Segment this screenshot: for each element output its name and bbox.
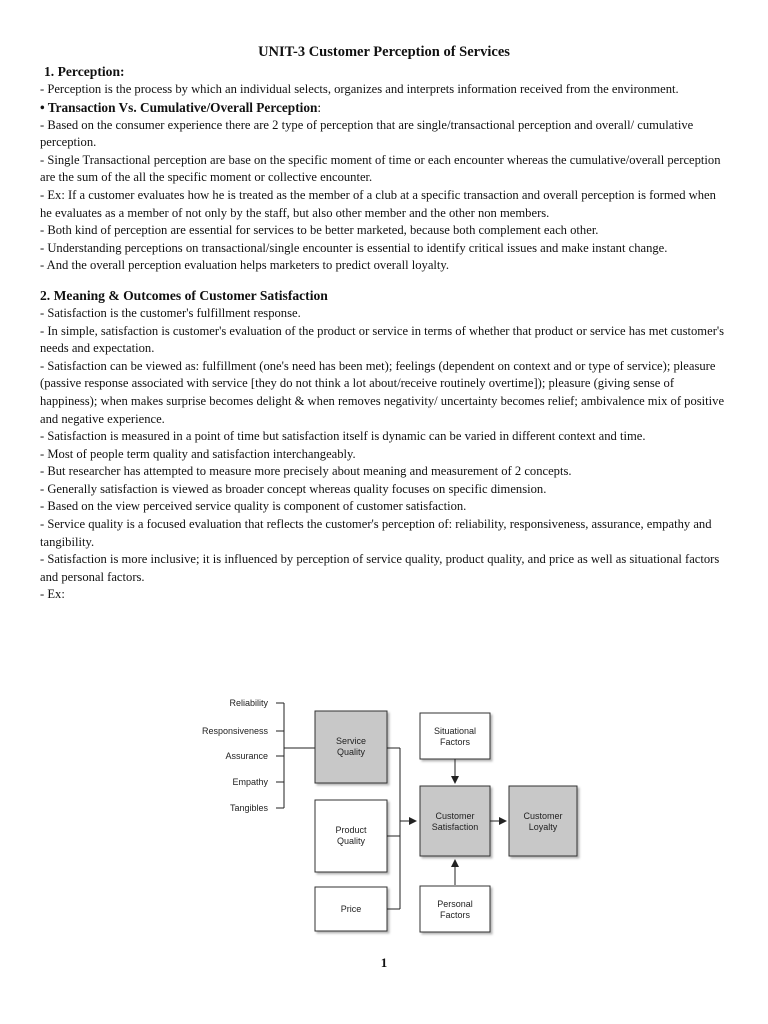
dimension-label: Tangibles <box>229 803 268 813</box>
dimension-bracket <box>276 703 315 808</box>
dimension-label: Assurance <box>225 751 268 761</box>
section1-heading: 1. Perception: <box>44 64 125 79</box>
document-body <box>40 63 730 604</box>
list-item: - Ex: <box>40 587 65 602</box>
bullet-icon: • <box>40 99 45 115</box>
list-item: - Satisfaction can be viewed as: fulfillment (one's need has been met); feelings (dependent on context and or type of service); pleasure (passive response associated with service [they do not think a lot about/receive routinely overtime]); pleasure (giving sense of happiness); when makes surprise becomes delight & when removes negativity/ uncertainty becomes relief; ambivalence mix of positive and negative experience. <box>40 358 725 426</box>
connector-lines <box>387 748 416 909</box>
situational-factors-label: Situational <box>433 726 477 736</box>
product-quality-box <box>315 800 387 872</box>
list-item: - But researcher has attempted to measure more precisely about meaning and measurement of 2 concepts. <box>40 464 572 479</box>
section1-subheading-colon: : <box>317 99 322 115</box>
list-item: - And the overall perception evaluation helps marketers to predict overall loyalty. <box>40 258 450 273</box>
situational-factors-label: Factors <box>439 737 471 747</box>
section1-subheading-row <box>40 99 730 117</box>
customer-loyalty-label: Customer <box>523 811 563 821</box>
list-item: - Service quality is a focused evaluation that reflects the customer's perception of: reliability, responsiveness, assurance, empathy and tangibility. <box>40 517 712 549</box>
list-item: - Ex: If a customer evaluates how he is treated as the member of a club at a specific transaction and overall perception is formed when he evaluates as a member of not only by the staff, but also other member and the other non members. <box>40 187 716 220</box>
price-box <box>315 887 387 931</box>
section2-heading: 2. Meaning & Outcomes of Customer Satisfaction <box>40 287 328 303</box>
list-item: - Understanding perceptions on transactional/single encounter is essential to identify critical issues and make instant change. <box>40 240 668 255</box>
list-item: - Generally satisfaction is viewed as broader concept whereas quality focuses on specific dimension. <box>40 481 547 496</box>
page-number: 1 <box>380 955 388 970</box>
section1-intro: - Perception is the process by which an individual selects, organizes and interprets information received from the environment. <box>40 82 679 96</box>
list-item: - Satisfaction is more inclusive; it is influenced by perception of service quality, product quality, and price as well as situational factors and personal factors. <box>40 552 720 584</box>
customer-loyalty-label: Loyalty <box>528 822 558 832</box>
personal-factors-label: Personal <box>437 899 473 909</box>
personal-factors-box <box>420 886 490 932</box>
list-item: - Single Transactional perception are base on the specific moment of time or each encounter whereas the cumulative/overall perception are the sum of the all the specific moment or collective encounter. <box>40 152 721 185</box>
personal-factors-label: Factors <box>439 910 471 920</box>
customer-loyalty-box <box>509 786 577 856</box>
page-title: UNIT-3 Customer Perception of Services <box>258 44 510 60</box>
product-quality-label: Quality <box>336 836 366 846</box>
price-label: Price <box>340 904 362 914</box>
product-quality-label: Product <box>335 825 367 835</box>
dimension-label: Reliability <box>229 698 268 708</box>
satisfaction-diagram <box>180 693 600 938</box>
list-item: - Satisfaction is measured in a point of time but satisfaction itself is dynamic can be varied in different context and time. <box>40 429 646 444</box>
list-item: - Satisfaction is the customer's fulfillment response. <box>40 305 301 320</box>
dimension-label: Empathy <box>232 777 268 787</box>
customer-satisfaction-box <box>420 786 490 856</box>
list-item: - In simple, satisfaction is customer's evaluation of the product or service in terms of whether that product or service has met customer's needs and expectation. <box>40 323 725 356</box>
situational-factors-box <box>420 713 490 759</box>
list-item: - Based on the view perceived service quality is component of customer satisfaction. <box>40 499 467 514</box>
service-quality-label: Quality <box>336 747 366 757</box>
service-quality-box <box>315 711 387 783</box>
customer-satisfaction-label: Customer <box>435 811 475 821</box>
list-item: - Both kind of perception are essential for services to be better marketed, because both complement each other. <box>40 223 599 238</box>
list-item: - Most of people term quality and satisfaction interchangeably. <box>40 446 356 461</box>
section1-subheading: Transaction Vs. Cumulative/Overall Perception <box>47 99 318 115</box>
dimension-label: Responsiveness <box>201 726 268 736</box>
service-quality-label: Service <box>335 736 367 746</box>
customer-satisfaction-label: Satisfaction <box>431 822 479 832</box>
list-item: - Based on the consumer experience there are 2 type of perception that are single/transactional perception and overall/ cumulative perception. <box>40 117 694 150</box>
